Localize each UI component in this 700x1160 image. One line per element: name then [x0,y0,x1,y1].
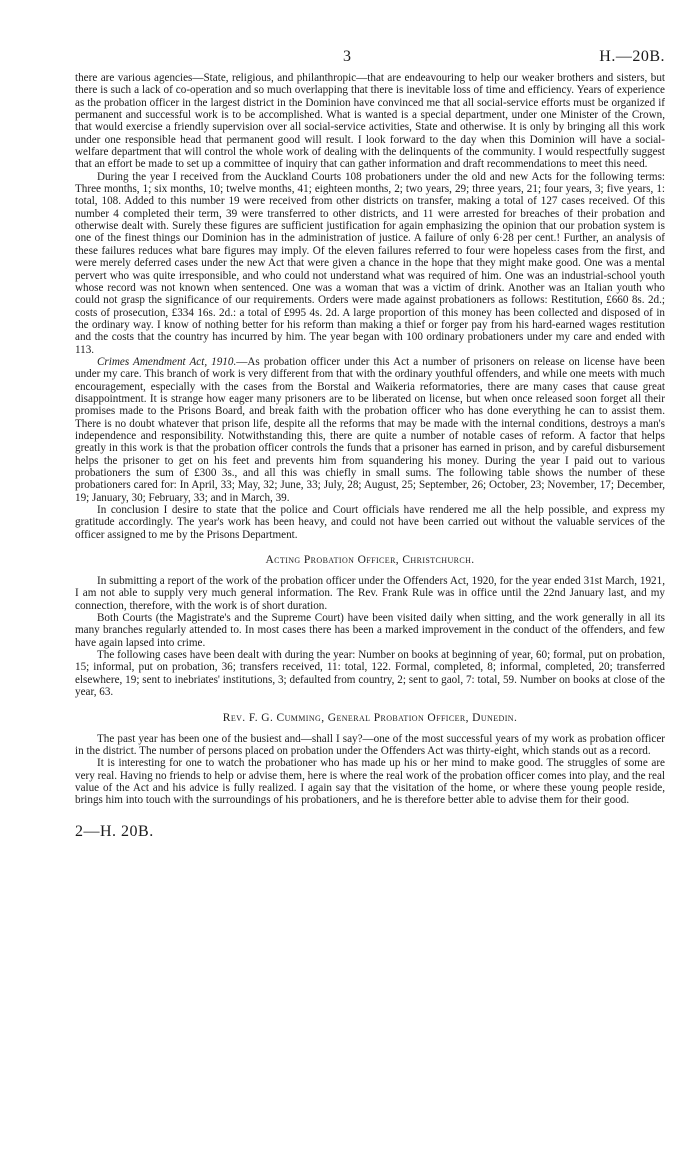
paragraph-agencies: there are various agencies—State, religious, and philanthropic—that are endeavouring to help our weaker brothers and sisters, but there is such a lack of co-operation and so much overlapping that there is inevitable loss of time and efficiency. Years of experience as the probation officer in the largest district in the Dominion have convinced me that all social-service efforts must be organized if permanent and successful work is to be accomplished. What is wanted is a special department, under one Minister of the Crown, that would exercise a friendly supervision over all social-service activities, State and otherwise. It is only by bringing all this work under one responsible head that permanent good will result. I look forward to the day when this Dominion will have a social-welfare department that will control the whole work of dealing with the delinquents of the community. I would respectfully suggest that an effort be made to set up a committee of inquiry that can gather information and draft recommendations to meet this need. [75,72,665,171]
paragraph-dunedin-probationers: It is interesting for one to watch the probationer who has made up his or her mind to make good. The struggles of some are very real. Having no friends to help or advise them, here is where the real work of the probation officer comes into play, and the real value of the Act and his advice is fully realized. I again say that the visitation of the home, or where these young people reside, brings him into touch with the surroundings of his probationers, and he is therefore better able to advise them for their good. [75,757,665,807]
paragraph-conclusion: In conclusion I desire to state that the police and Court officials have rendered me all the help possible, and express my gratitude accordingly. The year's work has been heavy, and could not have been carried out without the valuable services of the officer assigned to me by the Prisons Department. [75,504,665,541]
paragraph-christchurch-report: In submitting a report of the work of the probation officer under the Offenders Act, 1920, for the year ended 31st March, 1921, I am not able to supply very much general information. The Rev. Frank Rule was in office until the 22nd January last, and my connection, therefore, with the work is of short duration. [75,575,665,612]
document-reference: H.—20B. [599,48,665,65]
document-page [75,48,665,841]
crimes-act-body: —As probation officer under this Act a number of prisoners on release on license have been under my care. This branch of work is very different from that with the ordinary youthful offenders, and while one meets with much encouragement, especially with the cases from the Borstal and Waikeria reformatories, there are many cases that cause great disappointment. It is strange how eager many prisoners are to be liberated on license, but when once released soon forget all their promises made to the Prisons Board, and break faith with the probation officer who has done everything he can to assist them. There is no doubt whatever that prison life, despite all the reforms that may be made with the internal conditions, destroys a man's independence and responsibility. Notwithstanding this, there are quite a number of notable cases of reform. A factor that helps greatly in this work is that the probation officer controls the funds that a prisoner has earned in prison, and by careful disbursement helps the prisoner to get on his feet and prevents him from squandering his money. During the year I paid out to various probationers the sum of £300 3s., and all this was chiefly in small sums. The following table shows the number of these probationers cared for: In April, 33; May, 32; June, 33; July, 28; August, 25; September, 26; October, 23; November, 17; December, 19; January, 30; February, 33; and in March, 39. [75,355,665,504]
paragraph-auckland-courts: During the year I received from the Auckland Courts 108 probationers under the old and new Acts for the following terms: Three months, 1; six months, 10; twelve months, 41; eighteen months, 2; two years, 29; three years, 21; four years, 3; five years, 1: total, 108. Added to this number 19 were received from other districts on transfer, making a total of 127 cases received. Of this number 4 completed their term, 39 were transferred to other districts, and 11 were arrested for breaches of their probation and otherwise dealt with. Surely these figures are sufficient justification for again emphasizing the opinion that our probation system is one of the finest things our Dominion has in the administration of justice. A failure of only 6·28 per cent.! Further, an analysis of these failures reduces what bare figures may imply. Of the eleven failures referred to four were hopeless cases from the first, and were merely deferred cases under the new Act that were given a chance in the hope that they might make good. One was a mental pervert who was quite irresponsible, and who could not understand what was required of him. One was an industrial-school youth whose record was not known when sentenced. One was a woman that was a victim of drink. Another was an Italian youth who could not grasp the significance of our requirements. Orders were made against probationers as follows: Restitution, £660 8s. 2d.; costs of prosecution, £334 16s. 2d.: a total of £995 4s. 2d. A large proportion of this money has been collected and disposed of in the ordinary way. I know of nothing better for his reform than making a thief or forger pay from his hard-earned wages restitution and the costs that the country has incurred by him. The year began with 100 ordinary probationers under my care and ended with 113. [75,170,665,356]
paragraph-christchurch-cases: The following cases have been dealt with during the year: Number on books at beginning of year, 60; formal, put on probation, 15; informal, put on probation, 36; transfers received, 11: total, 122. Formal, completed, 8; informal, completed, 20; transferred elsewhere, 19; sent to inebriates' institutions, 3; defaulted from country, 2; sent to gaol, 7: total, 59. Number on books at close of the year, 63. [75,649,665,699]
paragraph-crimes-amendment-act [75,356,665,504]
dunedin-heading-text: Rev. F. G. Cumming, General Probation Officer, Dunedin. [222,711,518,724]
paragraph-christchurch-courts: Both Courts (the Magistrate's and the Supreme Court) have been visited daily when sitting, and the work generally in all its many branches regularly attended to. In most cases there has been a marked improvement in the conduct of the offenders, and few have again lapsed into crime. [75,612,665,649]
paragraph-dunedin-year: The past year has been one of the busiest and—shall I say?—one of the most successful years of my work as probation officer in the district. The number of persons placed on probation under the Offenders Act was thirty-eight, which stands out as a record. [75,732,665,757]
section-heading-christchurch [75,554,665,566]
section-heading-dunedin [75,712,665,724]
sheet-reference: 2—H. 20B. [75,822,154,840]
christchurch-heading-text: Acting Probation Officer, Christchurch. [265,554,475,567]
crimes-act-title: Crimes Amendment Act, 1910. [97,355,237,368]
page-number: 3 [343,48,351,65]
running-head [75,48,665,72]
